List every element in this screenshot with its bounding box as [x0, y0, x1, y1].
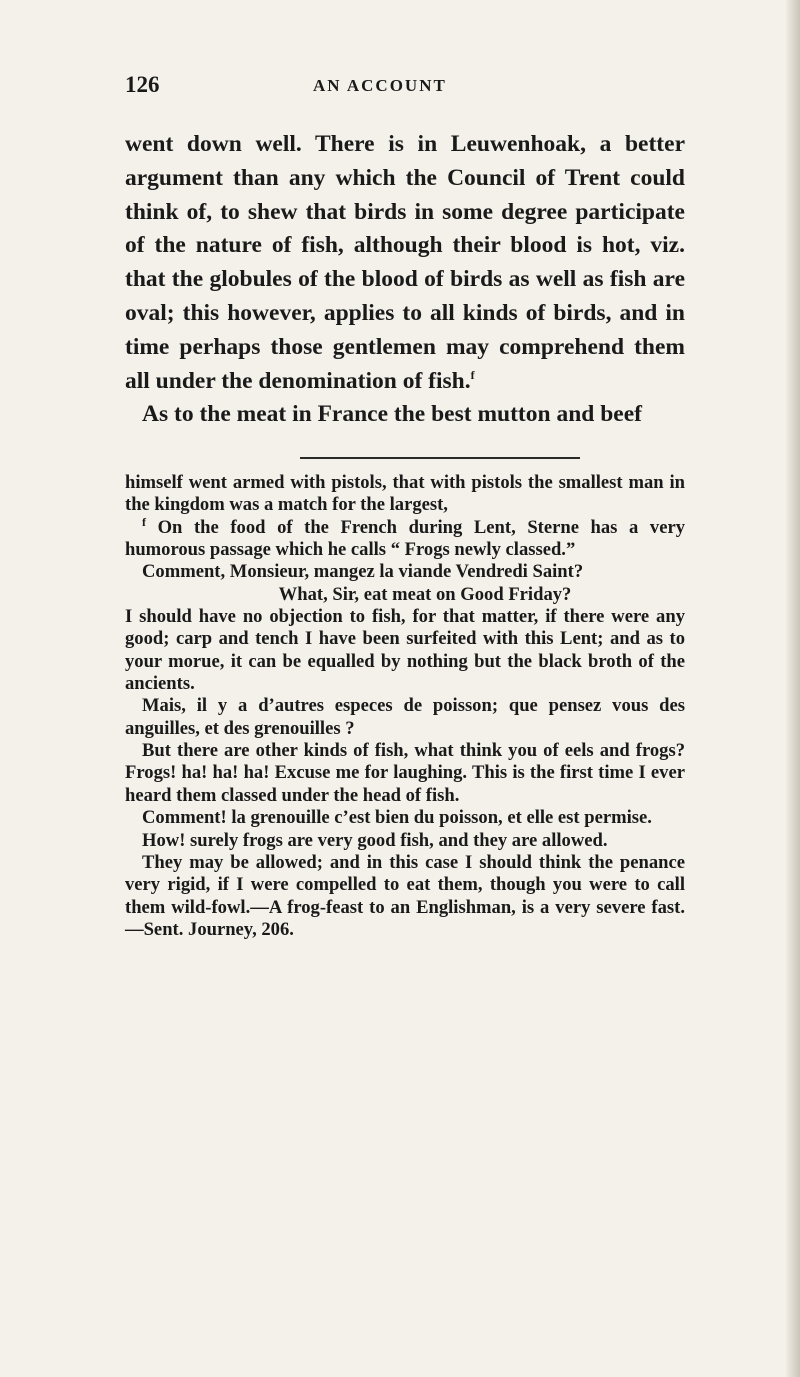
- main-text: [125, 128, 685, 432]
- main-paragraph-text: went down well. There is in Leuwenhoak, a better argument than any which the Council of Trent could think of, to shew that birds in some degree participate of the nature of fish, although their blood is hot, viz. that the globules of the blood of birds as well as fish are oval; this however, applies to all kinds of birds, and in time perhaps those gentlemen may comprehend them all under the denomination of fish.: [125, 131, 685, 394]
- dialogue-line: How! surely frogs are very good fish, and they are allowed.: [142, 829, 608, 851]
- main-paragraph: As to the meat in France the best mutton and beef: [142, 401, 642, 428]
- footnote-marker: f: [142, 514, 146, 529]
- main-paragraph: [125, 128, 685, 398]
- footnotes: [125, 472, 685, 941]
- dialogue-line: Comment! la grenouille c’est bien du poisson, et elle est permise.: [142, 807, 652, 829]
- footnote-f: [125, 514, 685, 562]
- footnote-reference: f: [470, 367, 475, 382]
- dialogue-line: I should have no objection to fish, for that matter, if there were any good; carp and tench I have been surfeited with this Lent; and as to your morue, it can be equalled by nothing but the black broth of the ancients.: [125, 606, 685, 695]
- page-header: [125, 72, 685, 112]
- page-edge: [786, 0, 800, 1377]
- footnote-f-text: On the food of the French during Lent, Sterne has a very humorous passage which he calls “ Frogs newly classed.”: [125, 516, 685, 561]
- dialogue-line: They may be allowed; and in this case I should think the penance very rigid, if I were compelled to eat them, though you were to call them wild-fowl.—A frog-feast to an Englishman, is a very severe fast.—Sent. Journey, 206.: [125, 851, 685, 940]
- dialogue-line: But there are other kinds of fish, what think you of eels and frogs? Frogs! ha! ha! ha! Excuse me for laughing. This is the first time I ever heard them classed under the head of fish.: [125, 740, 685, 806]
- dialogue-line: Comment, Monsieur, mangez la viande Vendredi Saint?: [142, 561, 584, 583]
- footnote-rule: [300, 457, 580, 459]
- dialogue-line: What, Sir, eat meat on Good Friday?: [278, 583, 572, 605]
- dialogue-line: Mais, il y a d’autres especes de poisson; que pensez vous des anguilles, et des grenouilles ?: [125, 695, 685, 739]
- page-number: 126: [125, 72, 160, 97]
- running-head: AN ACCOUNT: [313, 76, 447, 95]
- footnote-continued: himself went armed with pistols, that with pistols the smallest man in the kingdom was a match for the largest,: [125, 472, 685, 516]
